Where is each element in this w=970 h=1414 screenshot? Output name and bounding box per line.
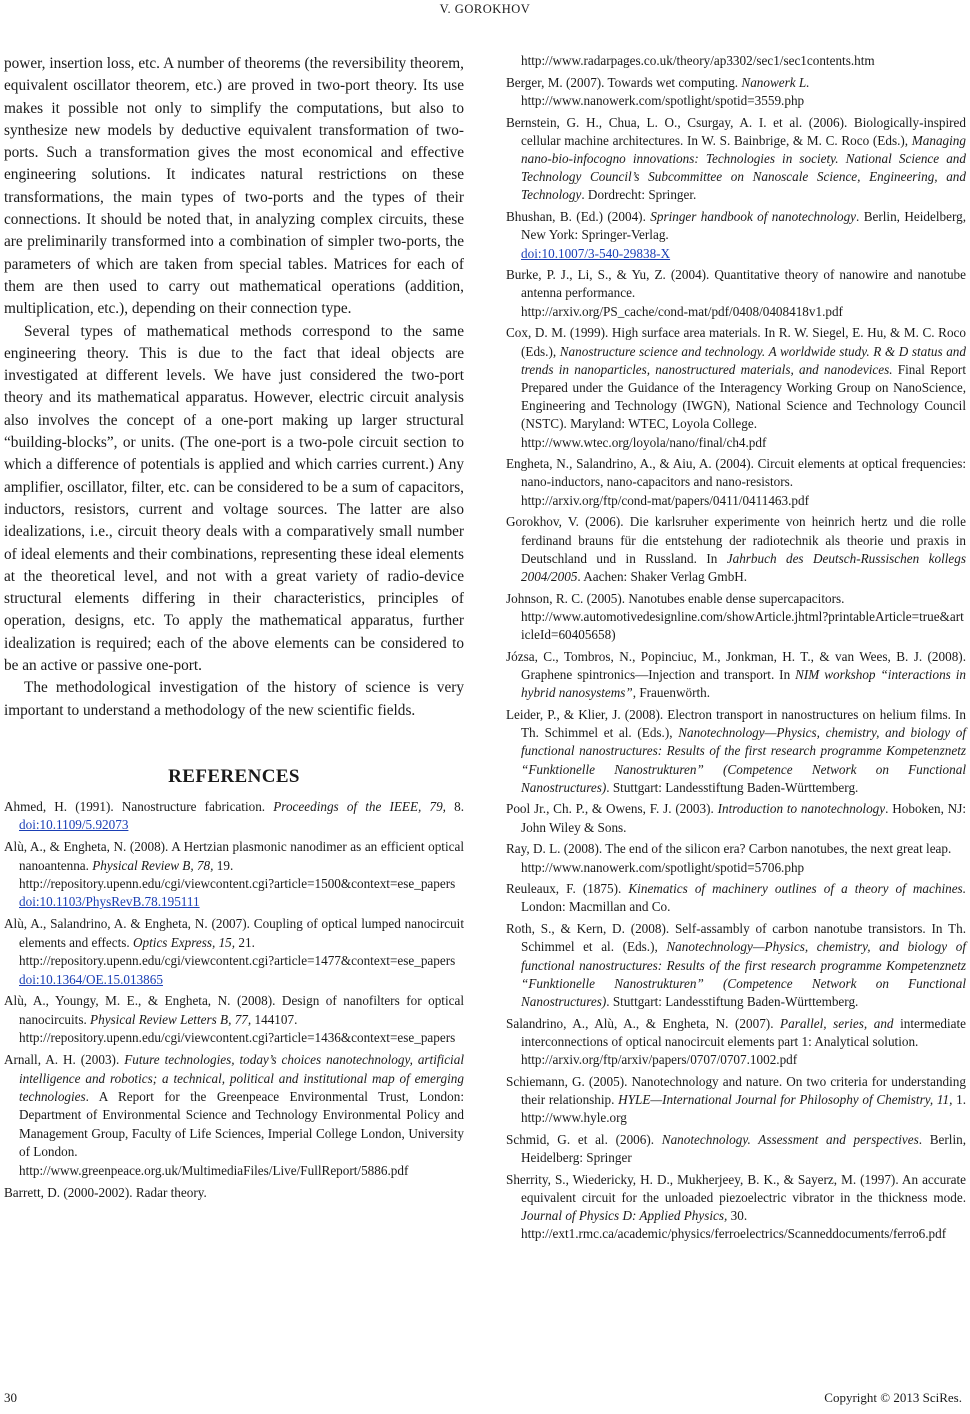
- references-heading: REFERENCES: [168, 765, 300, 787]
- reference-item: Bhushan, B. (Ed.) (2004). Springer handbook of nanotechnology. Berlin, Heidelberg, New York: Springer-Verlag. doi:10.1007/3-540-29838-X: [506, 208, 966, 263]
- reference-url[interactable]: http://www.nanowerk.com/spotlight/spotid=3559.php: [521, 92, 805, 108]
- reference-item: Alù, A., Salandrino, A. & Engheta, N. (2007). Coupling of optical lumped nanocircuit elements and effects. Optics Express, 15, 21. http://repository.upenn.edu/cgi/viewcontent.cgi?article=1477&context=ese_papers doi:10.1364/OE.15.013865: [4, 915, 464, 989]
- reference-item: Bernstein, G. H., Chua, L. O., Csurgay, A. I. et al. (2006). Biologically-inspired cellular machine architectures. In W. S. Bainbrige, & M. C. Roco (Eds.), Managing nano-bio-infocogno innovations: Technologies in society. National Science and Technology Council’s Subcommittee on Nanoscale Science, Engineering, and Technology. Dordrecht: Springer.: [506, 114, 966, 203]
- reference-item: Pool Jr., Ch. P., & Owens, F. J. (2003). Introduction to nanotechnology. Hoboken, NJ: John Wiley & Sons.: [506, 801, 967, 835]
- reference-url[interactable]: http://www.automotivedesignline.com/showArticle.jhtml?printableArticle=true&articleId=60405658): [521, 608, 964, 643]
- reference-url[interactable]: http://repository.upenn.edu/cgi/viewcontent.cgi?article=1477&context=ese_papers: [19, 953, 456, 969]
- body-paragraph: power, insertion loss, etc. A number of theorems (the reversibility theorem, equivalent oscillator theorem, etc.) are proved in two-port theory. Its use makes it possible not only to simplify the computations, but also to synthesize new models by deductive equivalent transformation of two-ports. Such a transformation gives the most economical and effective engineering solutions. It indicates natural restrictions on these transformations, the main types of two-ports and the types of their connections. It should be noted that, in analyzing complex circuits, these are preliminarily transformed into a combination of simpler two-ports, the parameters of which are taken from special tables. Matrices for each of them are then used to carry out mathematical operations (addition, multiplication, etc.), depending on their connection type.: [4, 55, 464, 318]
- reference-url[interactable]: http://www.radarpages.co.uk/theory/ap3302/sec1/sec1contents.htm: [521, 53, 875, 68]
- doi-link[interactable]: doi:10.1364/OE.15.013865: [19, 971, 163, 987]
- reference-item: Johnson, R. C. (2005). Nanotubes enable dense supercapacitors. http://www.automotivedesignline.com/showArticle.jhtml?printableArticle=true&articleId=60405658): [506, 590, 966, 645]
- reference-url[interactable]: http://www.nanowerk.com/spotlight/spotid=5706.php: [521, 859, 805, 875]
- copyright-notice: Copyright © 2013 SciRes.: [824, 1390, 962, 1405]
- reference-item: Arnall, A. H. (2003). Future technologies, today’s choices nanotechnology, artificial intelligence and robotics; a technical, political and institutional map of emerging technologies. A Report for the Greenpeace Environmental Trust, London: Department of Environmental Science and Technology Environmental Policy and Management Group, Faculty of Life Sciences, Imperial College London, University of London. http://www.greenpeace.org.uk/MultimediaFiles/Live/FullReport/5886.pdf: [4, 1051, 464, 1180]
- reference-item-continued: [506, 52, 966, 70]
- doi-link[interactable]: doi:10.1109/5.92073: [19, 817, 129, 833]
- reference-item: Schiemann, G. (2005). Nanotechnology and nature. On two criteria for understanding their relationship. HYLE—International Journal for Philosophy of Chemistry, 11, 1. http://www.hyle.org: [506, 1073, 966, 1126]
- reference-url[interactable]: http://ext1.rmc.ca/academic/physics/ferroelectrics/Scanneddocuments/ferro6.pdf: [521, 1226, 947, 1242]
- reference-item: Salandrino, A., Alù, A., & Engheta, N. (2007). Parallel, series, and intermediate interconnections of optical nanocircuit elements part 1: Analytical solution. http://arxiv.org/ftp/arxiv/papers/0707/0707.1002.pdf: [506, 1015, 966, 1070]
- doi-link[interactable]: doi:10.1007/3-540-29838-X: [521, 245, 671, 261]
- reference-item: Gorokhov, V. (2006). Die karlsruher experimente von heinrich hertz und die rolle ferdinand brauns für die entstehung der radiotechnik als theorie und praxis in Deutschland und in Russland. In Jahrbuch des Deutsch-Russischen kollegs 2004/2005. Aachen: Shaker Verlag GmbH.: [506, 514, 966, 584]
- reference-item: Cox, D. M. (1999). High surface area materials. In R. W. Siegel, E. Hu, & M. C. Roco (Eds.), Nanostructure science and technology. A worldwide study. R & D status and trends in nanoparticles, nanostructured materials, and nanodevices. Final Report Prepared under the Guidance of the Interagency Working Group on NanoScience, Engineering and Technology (IWGN), National Science and Technology Council (NSTC). Maryland: WTEC, Loyola College. http://www.wtec.org/loyola/nano/final/ch4.pdf: [506, 324, 966, 451]
- reference-url[interactable]: http://repository.upenn.edu/cgi/viewcontent.cgi?article=1500&context=ese_papers: [19, 876, 456, 892]
- reference-item: Engheta, N., Salandrino, A., & Aiu, A. (2004). Circuit elements at optical frequencies: nano-inductors, nano-capacitors and nano-resistors. http://arxiv.org/ftp/cond-mat/papers/0411/0411463.pdf: [506, 455, 966, 510]
- left-column: [4, 53, 464, 1205]
- reference-url[interactable]: http://www.greenpeace.org.uk/MultimediaFiles/Live/FullReport/5886.pdf: [19, 1162, 409, 1178]
- doi-link[interactable]: doi:10.1103/PhysRevB.78.195111: [19, 894, 200, 910]
- reference-url[interactable]: http://arxiv.org/ftp/arxiv/papers/0707/0707.1002.pdf: [521, 1052, 798, 1068]
- page-number: 30: [4, 1390, 17, 1405]
- reference-item: Schmid, G. et al. (2006). Nanotechnology. Assessment and perspectives. Berlin, Heidelberg: Springer: [506, 1131, 967, 1166]
- reference-item: Barrett, D. (2000-2002). Radar theory.: [4, 1184, 207, 1200]
- body-paragraph: The methodological investigation of the history of science is very important to understand a methodology of the new scientific fields.: [4, 679, 464, 719]
- reference-url[interactable]: http://arxiv.org/ftp/cond-mat/papers/0411/0411463.pdf: [521, 492, 809, 508]
- reference-item: Józsa, C., Tombros, N., Popinciuc, M., Jonkman, H. T., & van Wees, B. J. (2008). Graphene spintronics—Injection and transport. In NIM workshop “interactions in hybrid nanosystems”, Frauenwörth.: [506, 648, 966, 701]
- reference-item: Alù, A., Youngy, M. E., & Engheta, N. (2008). Design of nanofilters for optical nanocircuits. Physical Review Letters B, 77, 144107. http://repository.upenn.edu/cgi/viewcontent.cgi?article=1436&context=ese_papers: [4, 992, 464, 1047]
- body-paragraph: Several types of mathematical methods correspond to the same engineering theory. This is due to the fact that ideal objects are investigated at different levels. We have just considered the two-port theory and its mathematical apparatus. However, electric circuit analysis also involves the concept of a one-port making up larger structural “building-blocks”, or units. (The one-port is a two-pole circuit section to which a difference of potentials is applied and which carries current.) Any amplifier, oscillator, filter, etc. can be considered to be a sum of capacitors, inductors, resistors, current and voltage sources. The latter are also idealizations, i.e., circuit theory deals with a comparatively small number of ideal elements and their combinations, representing these ideal elements at the theoretical level, and not with a great variety of radio-device structural elements differing in their characteristics, principles of operation, designs, etc. To apply the mathematical apparatus, further idealization is required; each of the above elements can be considered to be an active or passive one-port.: [4, 322, 464, 675]
- reference-url[interactable]: http://www.wtec.org/loyola/nano/final/ch4.pdf: [521, 434, 767, 450]
- reference-item: Ahmed, H. (1991). Nanostructure fabrication. Proceedings of the IEEE, 79, 8. doi:10.1109/5.92073: [4, 798, 465, 833]
- reference-item: Leider, P., & Klier, J. (2008). Electron transport in nanostructures on helium films. In Th. Schimmel et al. (Eds.), Nanotechnology—Physics, chemistry, and biology of functional nanostructures: Results of the first research programme Kompetenznetz “Funktionelle Nanostrukturen” (Competence Network on Functional Nanostructures). Stuttgart: Landesstiftung Baden-Württemberg.: [506, 706, 966, 795]
- reference-item: Sherrity, S., Wiedericky, H. D., Mukherjeey, B. K., & Sayerz, M. (1997). An accurate equivalent circuit for the unloaded piezoelectric vibrator in the thickness mode. Journal of Physics D: Applied Physics, 30. http://ext1.rmc.ca/academic/physics/ferroelectrics/Scanneddocuments/ferro6.pdf: [506, 1171, 966, 1244]
- reference-url[interactable]: http://repository.upenn.edu/cgi/viewcontent.cgi?article=1436&context=ese_papers: [19, 1030, 456, 1046]
- reference-item: Berger, M. (2007). Towards wet computing. Nanowerk L. http://www.nanowerk.com/spotlight/spotid=3559.php: [506, 74, 966, 110]
- reference-item: Roth, S., & Kern, D. (2008). Self-assambly of carbon nanotube transistors. In Th. Schimmel et al. (Eds.), Nanotechnology—Physics, chemistry, and biology of functional nanostructures: Results of the first research programme Kompetenznetz “Funktionelle Nanostrukturen” (Competence Network on Functional Nanostructures). Stuttgart: Landesstiftung Baden-Württemberg.: [506, 921, 966, 1009]
- reference-item: Burke, P. J., Li, S., & Yu, Z. (2004). Quantitative theory of nanowire and nanotube antenna performance. http://arxiv.org/PS_cache/cond-mat/pdf/0408/0408418v1.pdf: [506, 266, 966, 321]
- right-column: [506, 52, 966, 1247]
- running-head: V. GOROKHOV: [439, 2, 531, 16]
- reference-item: Reuleaux, F. (1875). Kinematics of machinery outlines of a theory of machines. London: Macmillan and Co.: [506, 881, 966, 915]
- reference-item: Ray, D. L. (2008). The end of the silicon era? Carbon nanotubes, the next great leap. http://www.nanowerk.com/spotlight/spotid=5706.php: [506, 840, 966, 876]
- reference-item: Alù, A., & Engheta, N. (2008). A Hertzian plasmonic nanodimer as an efficient optical nanoantenna. Physical Review B, 78, 19. http://repository.upenn.edu/cgi/viewcontent.cgi?article=1500&context=ese_papers doi:10.1103/PhysRevB.78.195111: [4, 838, 464, 912]
- reference-url[interactable]: http://arxiv.org/PS_cache/cond-mat/pdf/0408/0408418v1.pdf: [521, 303, 843, 319]
